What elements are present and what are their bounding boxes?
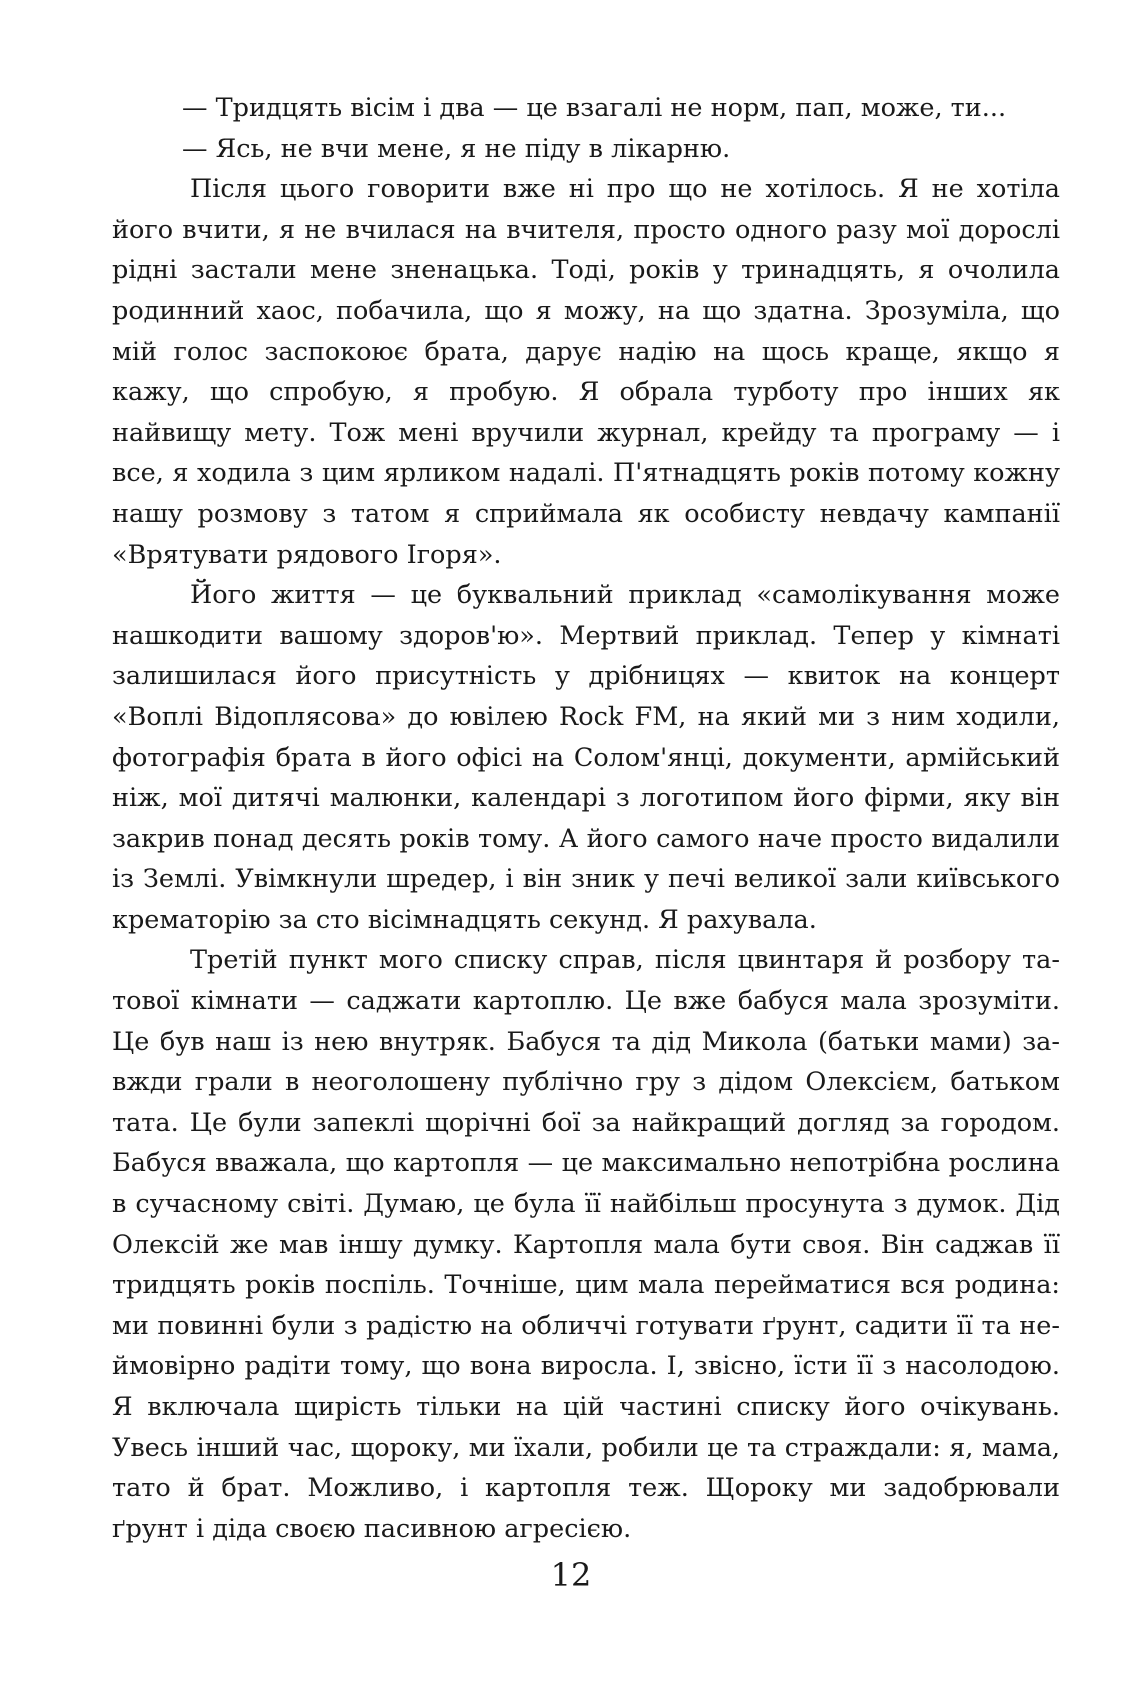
paragraph: Його життя — це буквальний приклад «самолікування може нашкодити вашому здоров'ю». Мертвий приклад. Тепер у кімнаті залишилася його присутність у дрібницях — квиток на концерт «Воплі Відоплясова» до ювілею Rock FM, на який ми з ним ходили, фотографія брата в його офісі на Солом'янці, документи, армійський ніж, мої дитячі малюнки, календарі з логотипом його фірми, яку він закрив понад десять років тому. А його самого наче просто видалили із Землі. Увімкнули шредер, і він зник у печі великої зали київського крематорію за сто вісімнадцять секунд. Я рахувала. <box>112 580 1060 935</box>
dialog-line: — Тридцять вісім і два — це взагалі не норм, пап, може, ти... <box>182 93 1007 123</box>
body-text <box>112 88 1060 1549</box>
page-number: 12 <box>550 1556 592 1594</box>
dialog-line: — Ясь, не вчи мене, я не піду в лікарню. <box>182 133 731 164</box>
paragraph: Третій пункт мого списку справ, після цвинтаря й розбору татової кімнати — саджати картоплю. Це вже бабуся мала зрозуміти. Це був наш із нею внутряк. Бабуся та дід Микола (батьки мами) завжди грали в неоголошену публічно гру з дідом Олексієм, батьком тата. Це були запеклі щорічні бої за найкращий догляд за городом. Бабуся вважала, що картопля — це максимально непотрібна рослина в сучасному світі. Думаю, це була її найбільш просунута з думок. Дід Олексій же мав іншу думку. Картопля мала бути своя. Він саджав її тридцять років поспіль. Точніше, цим мала перейматися вся родина: ми повинні були з радістю на обличчі готувати ґрунт, садити її та неймовірно радіти тому, що вона виросла. І, звісно, їсти її з насолодою. Я включала щирість тільки на цій частині списку його очікувань. Увесь інший час, щороку, ми їхали, робили це та страждали: я, мама, тато й брат. Можливо, і картопля теж. Щороку ми задобрювали ґрунт і діда своєю пасивною агресією. <box>112 945 1060 1544</box>
paragraph: Після цього говорити вже ні про що не хотілось. Я не хотіла його вчити, я не вчилася на вчителя, просто одного разу мої дорослі рідні застали мене зненацька. Тоді, років у тринадцять, я очолила родинний хаос, побачила, що я можу, на що здатна. Зрозуміла, що мій голос заспокоює брата, дарує надію на щось краще, якщо я кажу, що спробую, я пробую. Я обрала турботу про інших як найвищу мету. Тож мені вручили журнал, крейду та програму — і все, я ходила з цим ярликом надалі. П'ятнадцять років потому кожну нашу розмову з татом я сприймала як особисту невдачу кампанії «Врятувати рядового Ігоря». <box>112 174 1060 570</box>
